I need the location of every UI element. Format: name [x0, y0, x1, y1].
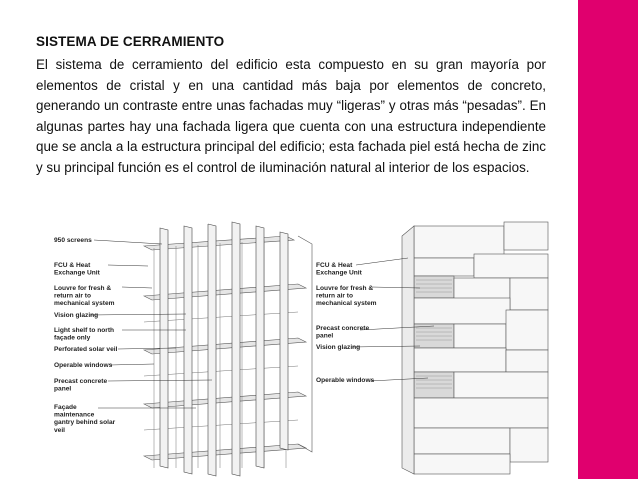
right-callout-label: FCU & Heat Exchange Unit — [316, 262, 362, 277]
right-facade-drawing — [402, 222, 548, 474]
right-callout-label: Precast concrete panel — [316, 325, 370, 340]
left-callout-label: FCU & Heat Exchange Unit — [54, 262, 100, 277]
left-callout-label: Light shelf to north façade only — [54, 327, 115, 342]
left-callout-label: Louvre for fresh & return air to mechanical system — [54, 285, 115, 308]
slide-body-text: El sistema de cerramiento del edificio esta compuesto en su gran mayoría por elementos de cristal y en una cantidad más baja por elementos de concreto, generando un contraste entre unas fachadas muy “ligeras” y otras más “pesadas”. En algunas partes hay una fachada ligera que cuenta con una estructura independiente que se ancla a la estructura principal del edificio; esta fachada piel está hecha de zinc y su principal función es el control de iluminación natural al interior de los espacios. — [36, 57, 546, 175]
left-facade-drawing — [144, 222, 312, 476]
left-leader-lines — [90, 240, 212, 408]
left-callout-label: Precast concrete panel — [54, 378, 108, 393]
right-callout-label: Vision glazing — [316, 344, 361, 351]
facade-diagram-svg — [36, 218, 576, 479]
left-callout-labels — [54, 237, 118, 434]
right-callout-label: Louvre for fresh & return air to mechanical system — [316, 285, 377, 308]
left-callout-label: Vision glazing — [54, 312, 99, 319]
left-callout-label: Perforated solar veil — [54, 346, 118, 353]
facade-diagram-figure — [36, 218, 576, 479]
left-callout-label: Façade maintenance gantry behind solar veil — [54, 404, 116, 434]
left-callout-label: 950 screens — [54, 237, 92, 244]
accent-bar — [578, 0, 638, 479]
slide-title: SISTEMA DE CERRAMIENTO — [36, 34, 225, 49]
right-callout-label: Operable windows — [316, 377, 375, 384]
left-callout-label: Operable windows — [54, 362, 113, 369]
right-callout-labels — [316, 262, 377, 384]
